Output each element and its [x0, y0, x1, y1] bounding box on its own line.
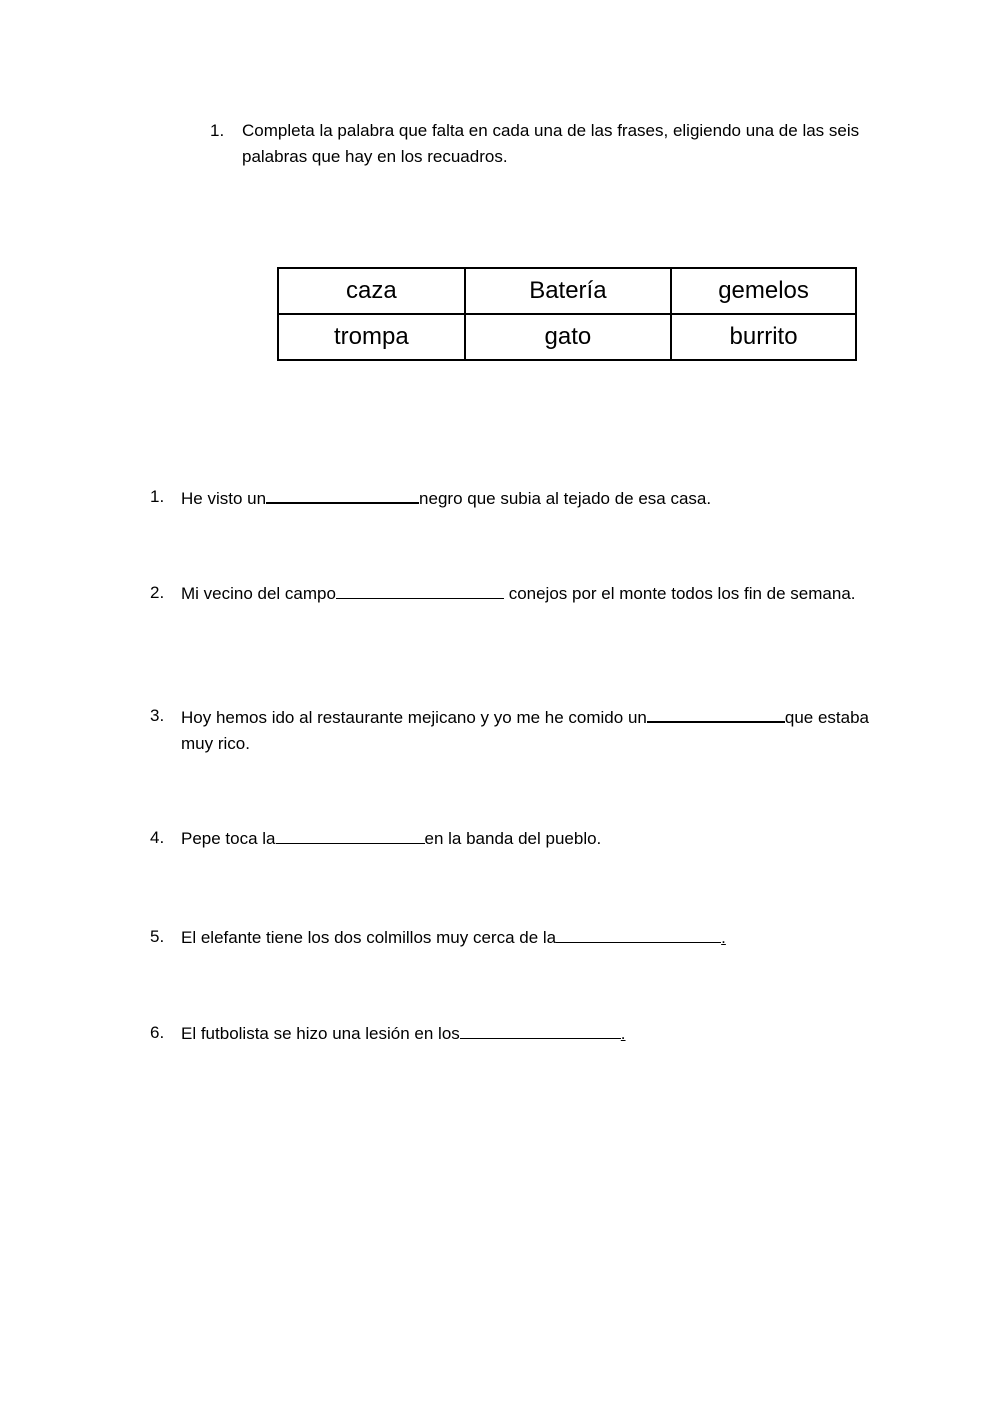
sentence-end: . [620, 1024, 626, 1043]
sentence-start: Pepe toca la [181, 829, 276, 848]
exercise-4 [150, 825, 870, 852]
instruction-number: 1. [210, 121, 225, 140]
exercise-number: 5. [150, 927, 165, 946]
sentence-end: que estaba muy rico. [181, 708, 869, 753]
word-box-cell: gemelos [671, 268, 856, 314]
exercise-number: 1. [150, 487, 165, 506]
answer-blank[interactable] [276, 825, 425, 844]
word-box-cell: trompa [278, 314, 465, 360]
word-box-row [278, 268, 856, 314]
word-box-cell: gato [465, 314, 671, 360]
exercise-2 [150, 580, 870, 607]
sentence-start: El futbolista se hizo una lesión en los [181, 1024, 460, 1043]
word-box-table [277, 267, 857, 361]
exercise-sentence [181, 1020, 870, 1047]
exercise-6 [150, 1020, 870, 1047]
sentence-start: He visto un [181, 489, 267, 508]
exercise-3 [150, 703, 870, 757]
exercise-sentence [181, 703, 870, 757]
exercise-5 [150, 924, 870, 951]
exercise-sentence [181, 580, 870, 607]
word-box-cell: Batería [465, 268, 671, 314]
sentence-start: Hoy hemos ido al restaurante mejicano y yo me he comido un [181, 708, 647, 727]
word-box-cell: caza [278, 268, 465, 314]
exercise-number: 3. [150, 706, 165, 725]
exercise-number: 4. [150, 828, 165, 847]
sentence-end: . [721, 928, 726, 947]
answer-blank[interactable] [460, 1020, 621, 1039]
answer-blank[interactable] [556, 924, 721, 943]
word-box-row [278, 314, 856, 360]
answer-blank[interactable] [336, 580, 504, 599]
sentence-start: Mi vecino del campo [181, 584, 336, 603]
instruction [210, 118, 890, 170]
sentence-end: negro que subia al tejado de esa casa. [419, 489, 712, 508]
exercise-sentence [181, 484, 870, 512]
sentence-end: conejos por el monte todos los fin de semana. [503, 584, 856, 603]
answer-blank[interactable] [647, 703, 785, 723]
sentence-start: El elefante tiene los dos colmillos muy cerca de la [181, 928, 557, 947]
exercise-1 [150, 484, 870, 512]
exercise-sentence [181, 924, 870, 951]
answer-blank[interactable] [266, 484, 419, 504]
exercise-sentence [181, 825, 870, 852]
word-box-cell: burrito [671, 314, 856, 360]
instruction-text: Completa la palabra que falta en cada una de las frases, eligiendo una de las seis palabras que hay en los recuadros. [242, 121, 860, 166]
sentence-end: en la banda del pueblo. [424, 829, 602, 848]
exercise-number: 2. [150, 583, 165, 602]
exercise-number: 6. [150, 1023, 165, 1042]
